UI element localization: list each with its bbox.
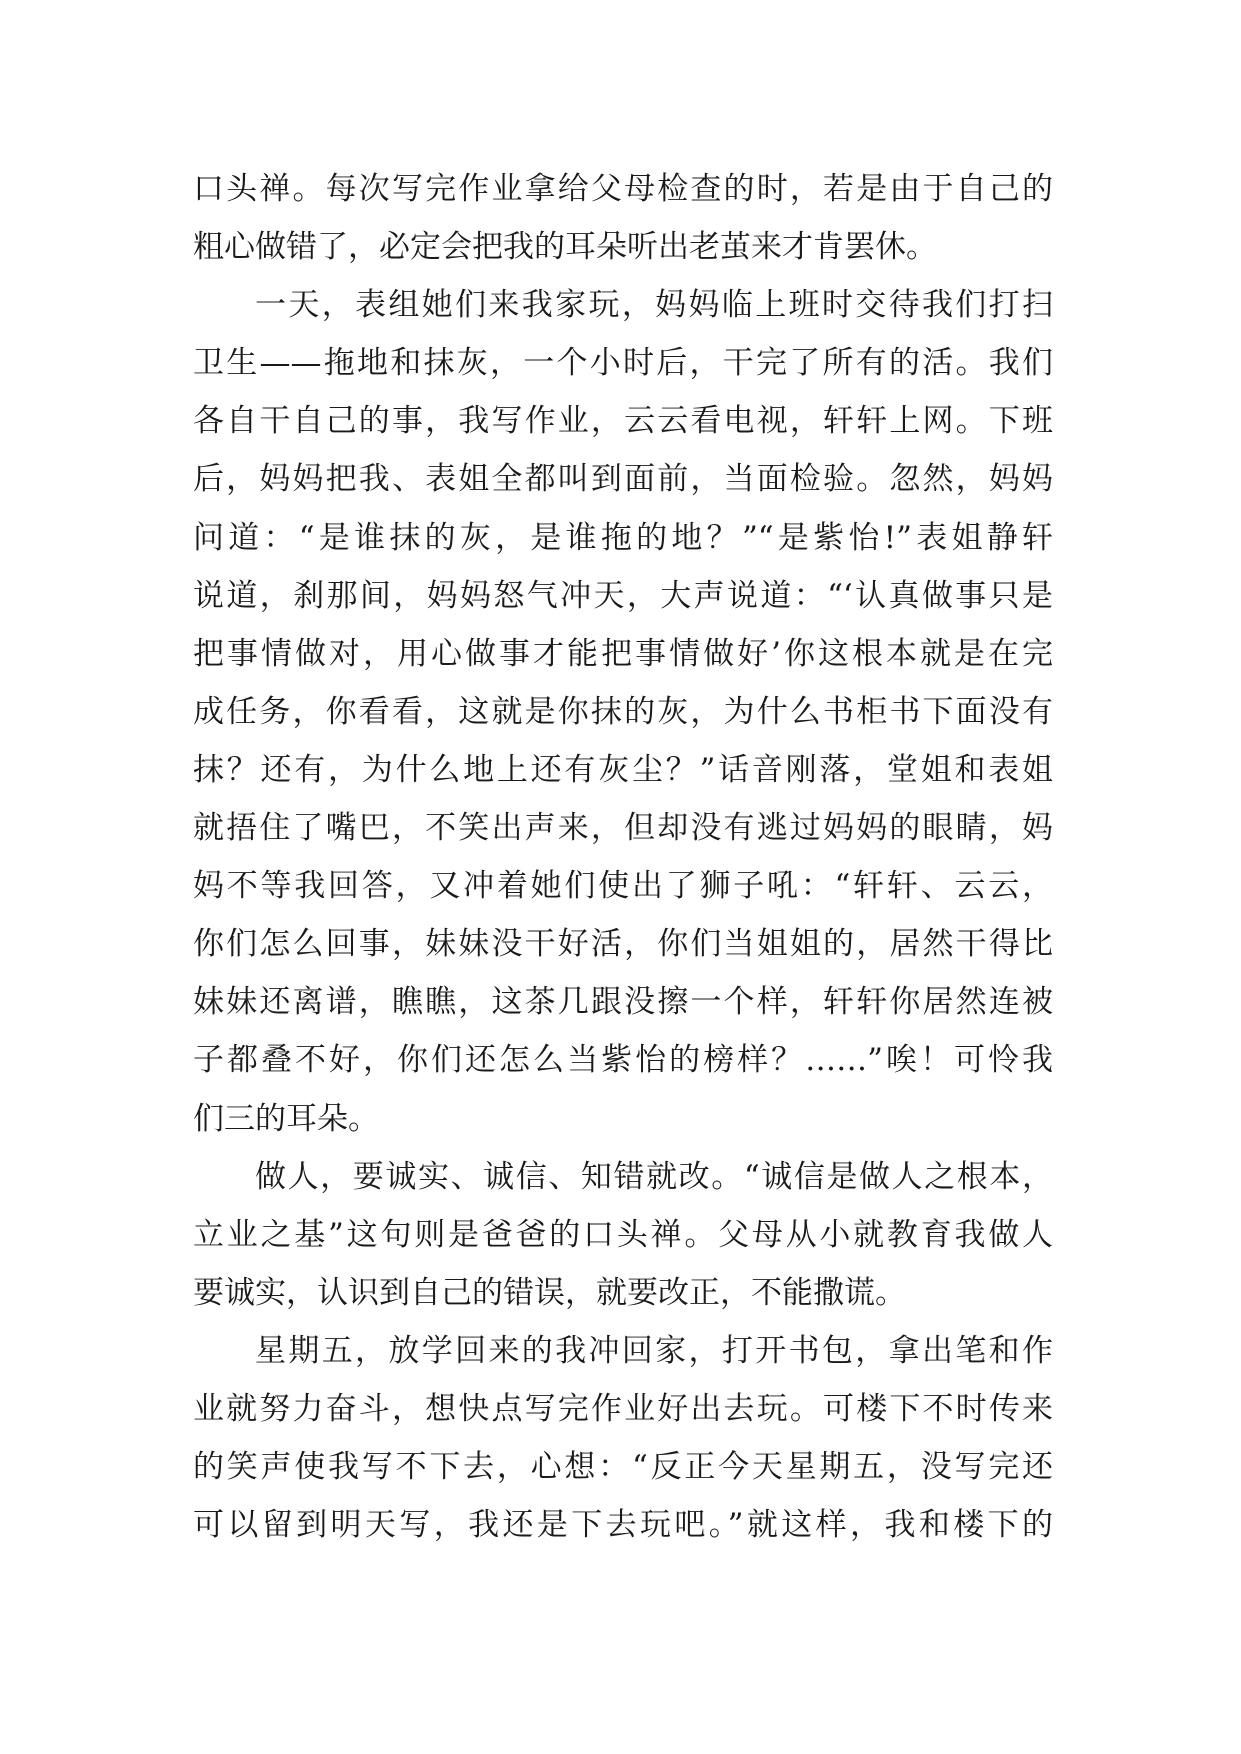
text-line: 业就努力奋斗，想快点写完作业好出去玩。可楼下不时传来 <box>193 1390 1053 1427</box>
text-line: 各自干自己的事，我写作业，云云看电视，轩轩上网。下班 <box>193 403 1053 440</box>
text-line: 卫生——拖地和抹灰，一个小时后，干完了所有的活。我们 <box>193 345 1053 382</box>
body-text <box>193 160 1053 1554</box>
text-line: 抹？还有，为什么地上还有灰尘？”话音刚落，堂姐和表姐 <box>193 751 1053 788</box>
text-line: 问道：“是谁抹的灰，是谁拖的地？”“是紫怡!”表姐静轩 <box>193 519 1053 556</box>
text-line: 把事情做对，用心做事才能把事情做好’你这根本就是在完 <box>193 635 1053 672</box>
text-line: 可以留到明天写，我还是下去玩吧。”就这样，我和楼下的 <box>193 1507 1053 1544</box>
text-line: 子都叠不好，你们还怎么当紫怡的榜样？……”唉！可怜我 <box>193 1042 1053 1079</box>
text-line: 后，妈妈把我、表姐全都叫到面前，当面检验。忽然，妈妈 <box>193 461 1053 498</box>
text-line: 口头禅。每次写完作业拿给父母检查的时，若是由于自己的 <box>193 171 1053 207</box>
text-line: 星期五，放学回来的我冲回家，打开书包，拿出笔和作 <box>255 1332 1053 1369</box>
text-line: 就捂住了嘴巴，不笑出声来，但却没有逃过妈妈的眼睛，妈 <box>193 810 1053 847</box>
text-line: 成任务，你看看，这就是你抹的灰，为什么书柜书下面没有 <box>193 693 1053 730</box>
text-line: 一天，表组她们来我家玩，妈妈临上班时交待我们打扫 <box>255 287 1053 324</box>
text-line: 们三的耳朵。 <box>193 1100 379 1137</box>
text-line: 妈不等我回答，又冲着她们使出了狮子吼：“轩轩、云云， <box>193 868 1053 905</box>
text-line: 做人，要诚实、诚信、知错就改。“诚信是做人之根本， <box>255 1158 1053 1195</box>
text-line: 粗心做错了，必定会把我的耳朵听出老茧来才肯罢休。 <box>193 229 937 266</box>
text-line: 要诚实，认识到自己的错误，就要改正，不能撒谎。 <box>193 1274 906 1311</box>
text-line: 立业之基”这句则是爸爸的口头禅。父母从小就教育我做人 <box>193 1216 1053 1253</box>
text-line: 说道，刹那间，妈妈怒气冲天，大声说道：“‘认真做事只是 <box>193 577 1053 614</box>
text-line: 妹妹还离谱，瞧瞧，这茶几跟没擦一个样，轩轩你居然连被 <box>193 984 1053 1021</box>
text-line: 你们怎么回事，妹妹没干好活，你们当姐姐的，居然干得比 <box>193 926 1053 963</box>
text-line: 的笑声使我写不下去，心想：“反正今天星期五，没写完还 <box>193 1449 1053 1486</box>
